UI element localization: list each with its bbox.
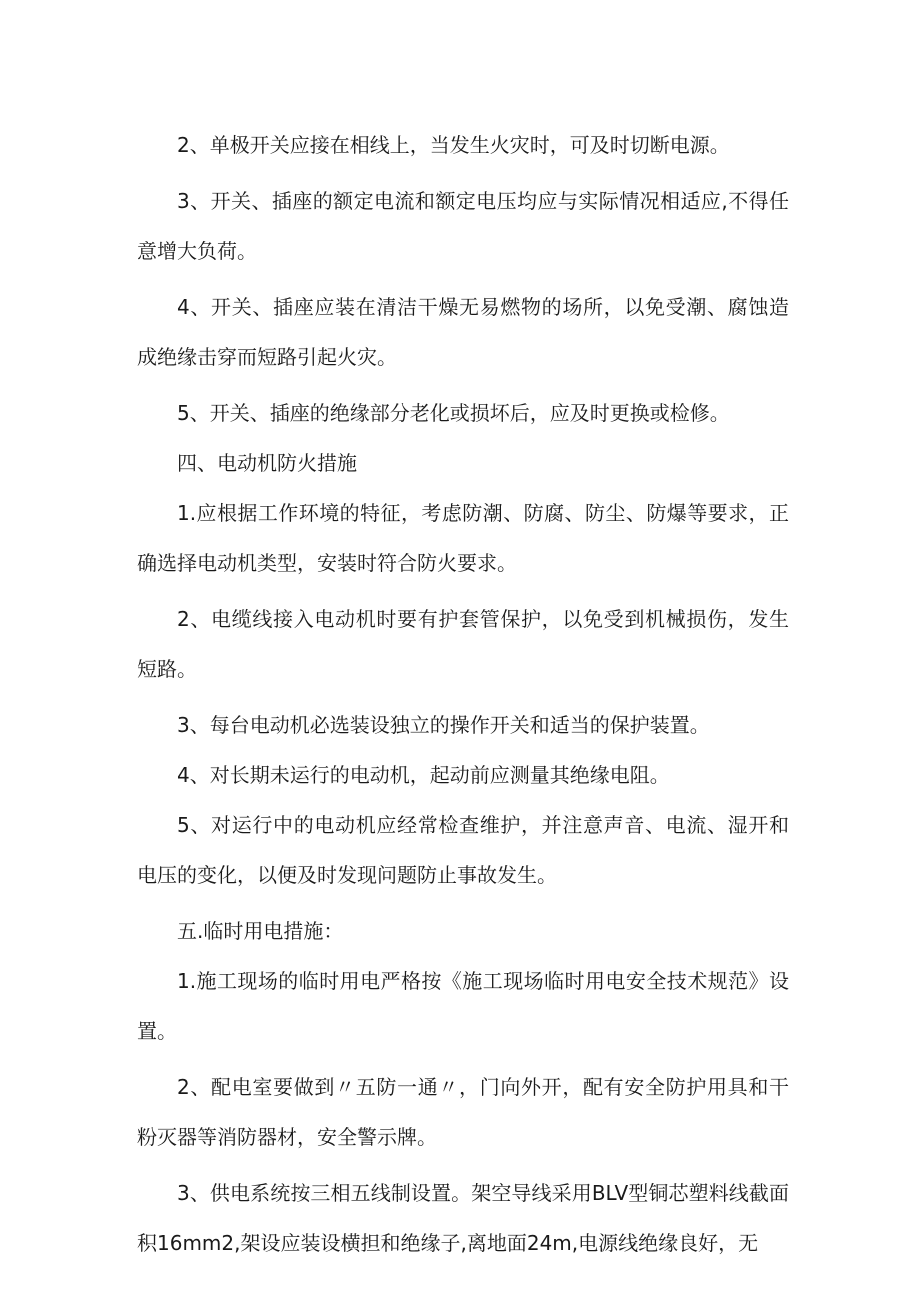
section-heading-motor-fire-prevention: 四、电动机防火措施 <box>177 451 357 475</box>
section-heading-temporary-power: 五.临时用电措施： <box>177 919 344 943</box>
paragraph-rated-current-voltage: 3、开关、插座的额定电流和额定电压均应与实际情况相适应,不得任意增大负荷。 <box>137 189 789 263</box>
paragraph-distribution-room: 2、配电室要做到〃五防一通〃，门向外开，配有安全防护用具和干粉灭器等消防器材，安全警示牌。 <box>137 1075 789 1149</box>
paragraph-insulation-replacement: 5、开关、插座的绝缘部分老化或损坏后，应及时更换或检修。 <box>177 401 730 425</box>
paragraph-install-location: 4、开关、插座应装在清洁干燥无易燃物的场所，以免受潮、腐蚀造成绝缘击穿而短路引起火灾。 <box>137 295 789 369</box>
paragraph-independent-switch: 3、每台电动机必选装设独立的操作开关和适当的保护装置。 <box>177 713 710 737</box>
paragraph-temporary-power-standard: 1.施工现场的临时用电严格按《施工现场临时用电安全技术规范》设置。 <box>137 969 789 1043</box>
paragraph-power-supply-system: 3、供电系统按三相五线制设置。架空导线采用BLV型铜芯塑料线截面积16mm2,架设应装设横担和绝缘子,离地面24m,电源线绝缘良好，无 <box>137 1181 789 1255</box>
paragraph-motor-type-selection: 1.应根据工作环境的特征，考虑防潮、防腐、防尘、防爆等要求，正确选择电动机类型，安装时符合防火要求。 <box>137 501 789 575</box>
document-body <box>137 120 789 1268</box>
paragraph-insulation-resistance: 4、对长期未运行的电动机，起动前应测量其绝缘电阻。 <box>177 763 670 787</box>
paragraph-cable-protection: 2、电缆线接入电动机时要有护套管保护，以免受到机械损伤，发生短路。 <box>137 607 789 681</box>
paragraph-switch-phase-line: 2、单极开关应接在相线上，当发生火灾时，可及时切断电源。 <box>177 133 730 157</box>
paragraph-motor-maintenance: 5、对运行中的电动机应经常检查维护，并注意声音、电流、湿开和电压的变化，以便及时发现问题防止事故发生。 <box>137 813 789 887</box>
